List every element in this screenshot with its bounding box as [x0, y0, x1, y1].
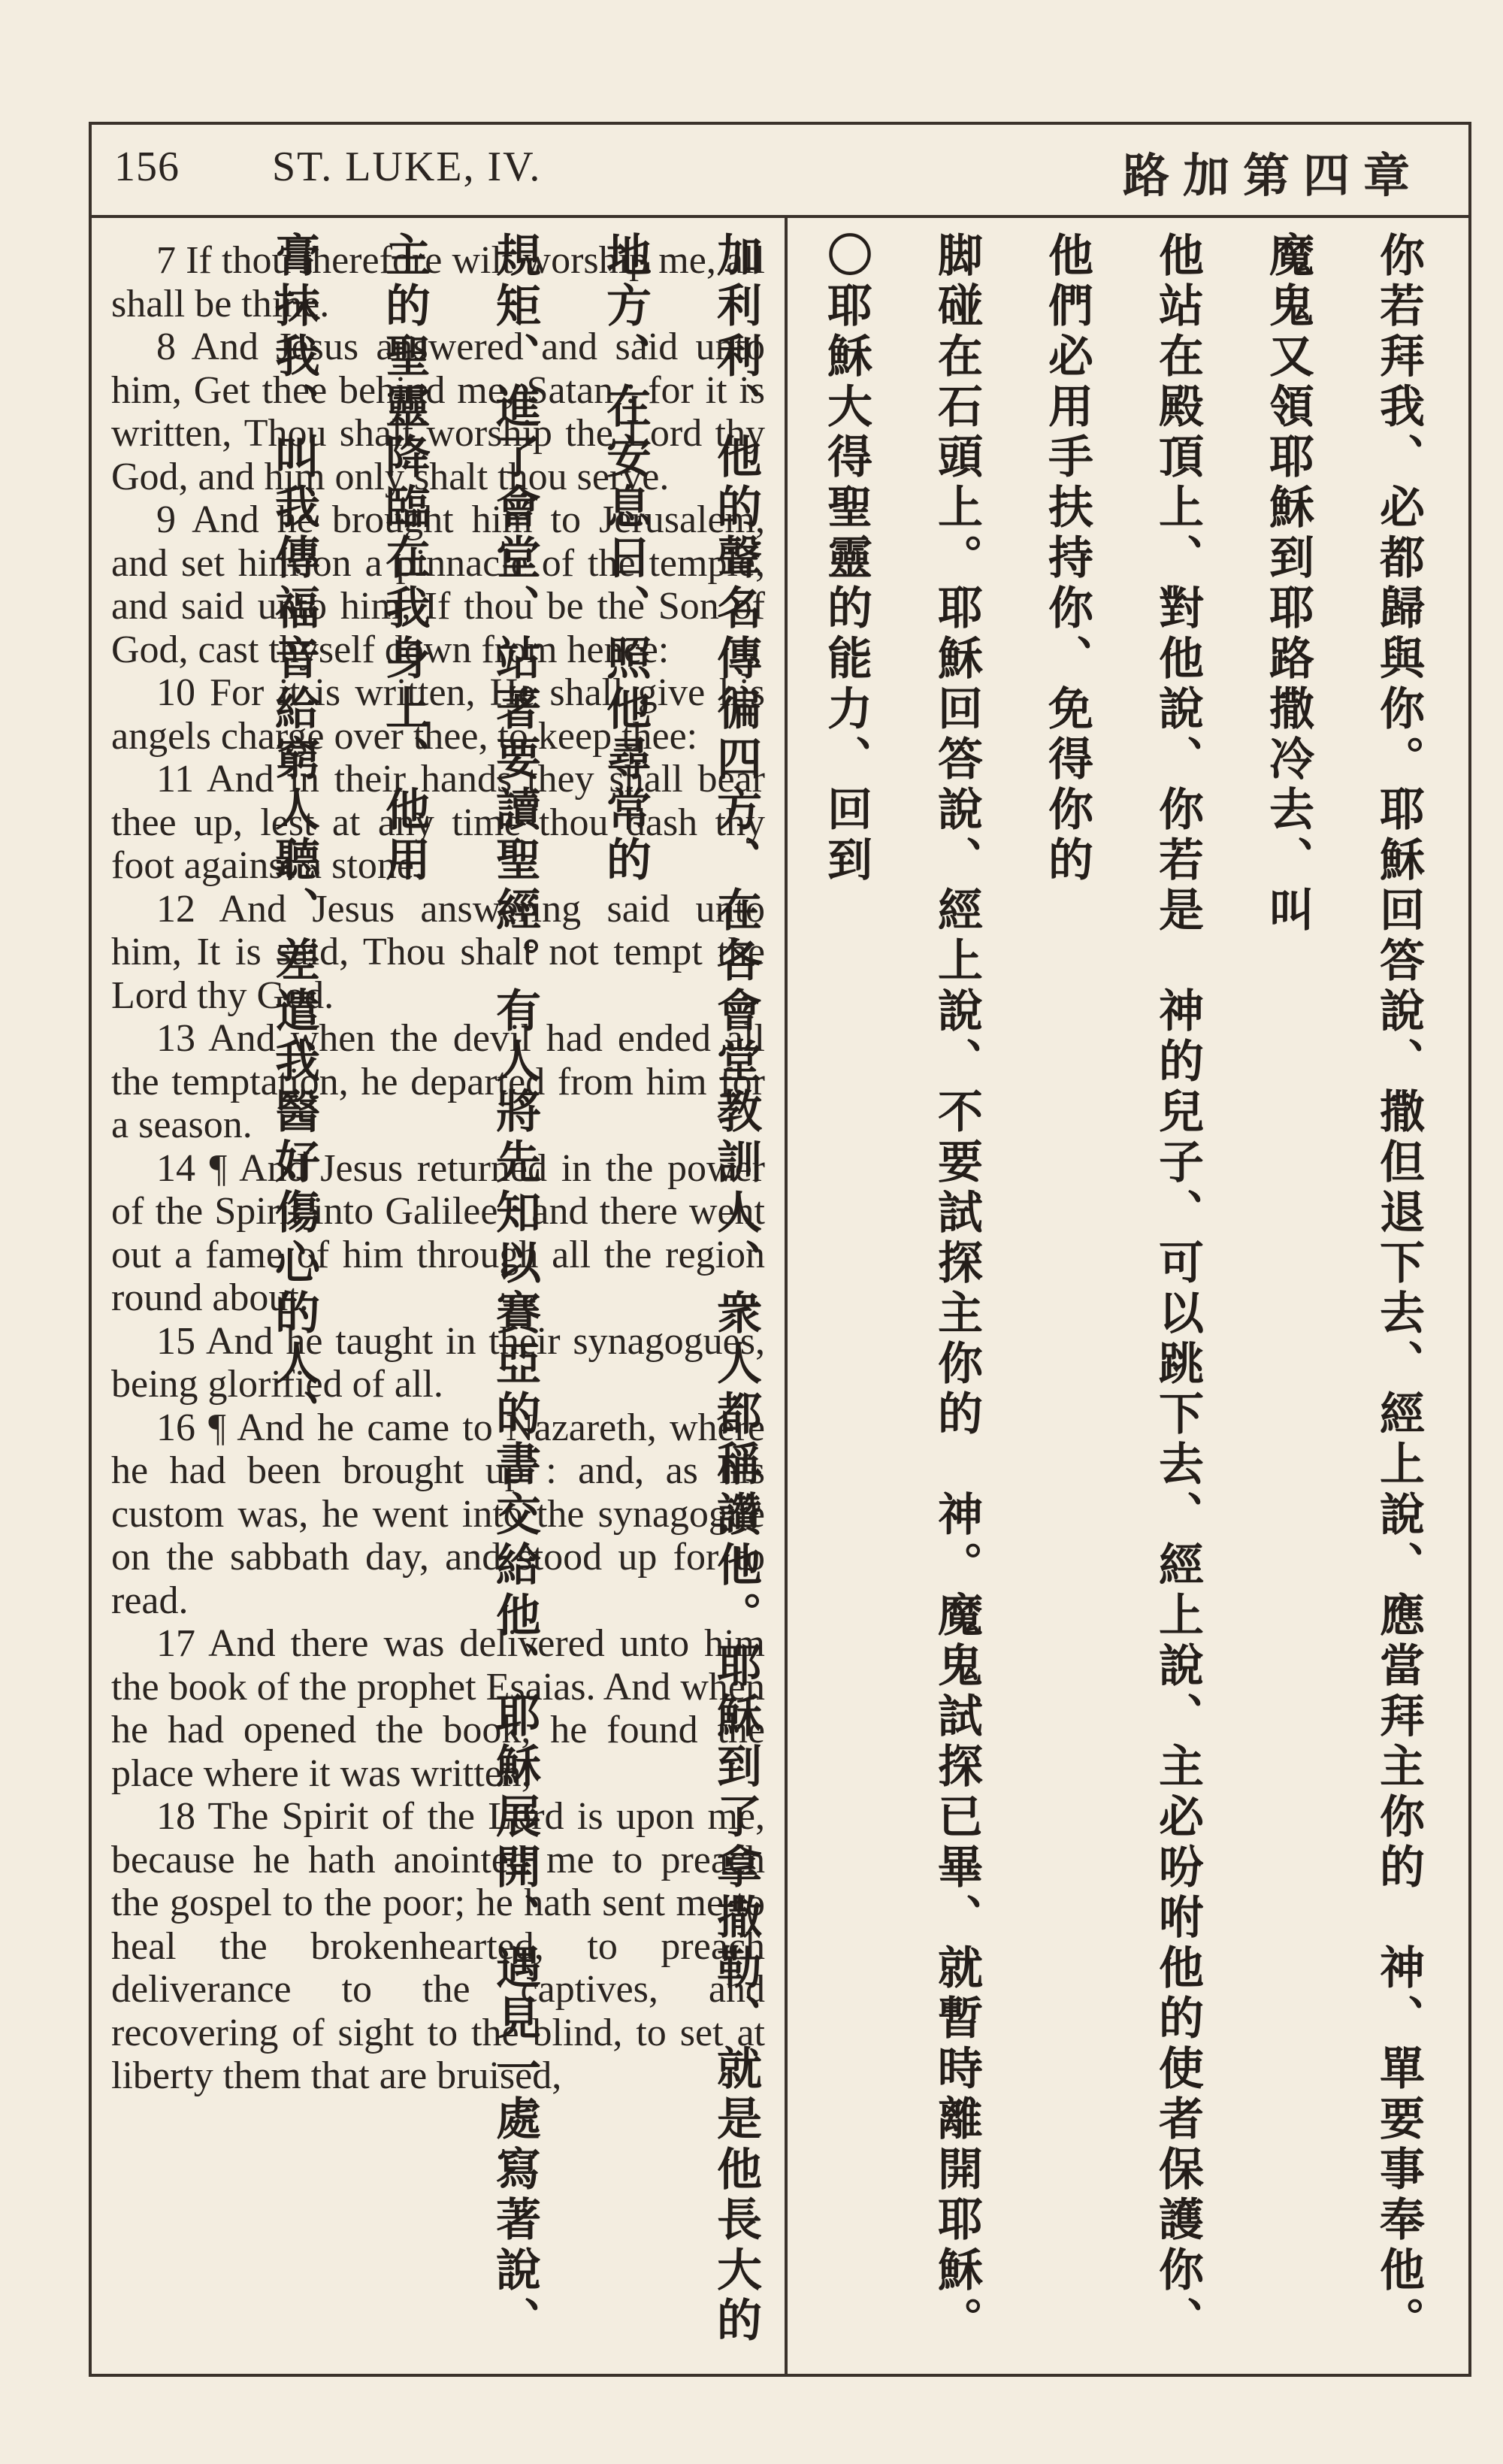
verse-14: 14 ¶ And Jesus returned in the power of the Spirit into Galilee : and there went out a fame of him through all the region round about. — [111, 1146, 765, 1319]
chinese-line: 脚碰在石頭上。耶穌回答說、經上說、不要試探主你的 神。魔鬼試探已畢、就暫時離開耶穌。〇耶穌大得聖靈的能力、回到 — [820, 232, 983, 2347]
verse-17: 17 And there was delivered unto him the book of the prophet Esaias. And when he had opened the book, he found the place where it was written, — [111, 1622, 765, 1795]
running-title: ST. LUKE, IV. — [272, 144, 542, 190]
running-title-chinese: 路加第四章 — [1122, 148, 1423, 203]
verse-16: 16 ¶ And he came to Nazareth, where he had been brought up : and, as his custom was, he went into the synagogue on the sabbath day, and stood up for to read. — [111, 1406, 765, 1622]
chinese-line: 他站在殿頂上、對他說、你若是 神的兒子、可以跳下去、經上說、主必吩咐他的使者保護你、他們必用手扶持你、免得你的 — [1041, 232, 1204, 2347]
page-header — [92, 125, 1468, 218]
chinese-line: 你若拜我、必都歸與你。耶穌回答說、撒但退下去、經上說、應當拜主你的 神、單要事奉他。魔鬼又領耶穌到耶路撒冷去、叫 — [1262, 232, 1425, 2347]
verse-13: 13 And when the devil had ended all the temptation, he departed from him for a season. — [111, 1017, 765, 1146]
verse-15: 15 And he taught in their synagogues, being glorified of all. — [111, 1319, 765, 1406]
page-frame — [89, 122, 1471, 2377]
verse-10: 10 For it is written, He shall give his angels charge over thee, to keep thee: — [111, 671, 765, 758]
page-number: 156 — [114, 144, 180, 190]
chinese-line: 規矩、進了會堂、站著要讀聖經。有人將先知以賽亞的書交給他、耶穌展開、遇見一處寫著說、主的聖靈降臨在我身上、他用 — [378, 232, 541, 2347]
verse-18: 18 The Spirit of the Lord is upon me, because he hath anointed me to preach the gospel to the poor; he hath sent me to heal the brokenhearted, to preach deliverance to the captives, and recovering of sight to the blind, to set at liberty them that are bruised, — [111, 1795, 765, 2097]
page-body — [92, 218, 1468, 2374]
verse-7: 7 If thou therefore wilt worship me, all shall be thine. — [111, 239, 765, 325]
verse-12: 12 And Jesus answering said unto him, It is said, Thou shalt not tempt the Lord thy God. — [111, 887, 765, 1017]
chinese-line: 加利利、他的聲名傳徧四方、在各會堂教訓人、衆人都稱讚他。耶穌到了拿撒勒、就是他長大的地方、在安息日、照他尋常的 — [599, 232, 762, 2347]
chinese-line: 膏抹我、叫我傳福音給窮人聽、差遣我醫好傷心的人、 — [268, 232, 320, 1440]
verse-9: 9 And he brought him to Jerusalem, and set him on a pinnacle of the temple, and said unto him, If thou be the Son of God, cast thyself down from hence: — [111, 498, 765, 671]
verse-8: 8 And Jesus answered and said unto him, Get thee behind me, Satan : for it is written, Thou shalt worship the Lord thy God, and him only shalt thou serve. — [111, 325, 765, 498]
verse-11: 11 And in their hands they shall bear thee up, lest at any time thou dash thy foot against a stone. — [111, 758, 765, 887]
